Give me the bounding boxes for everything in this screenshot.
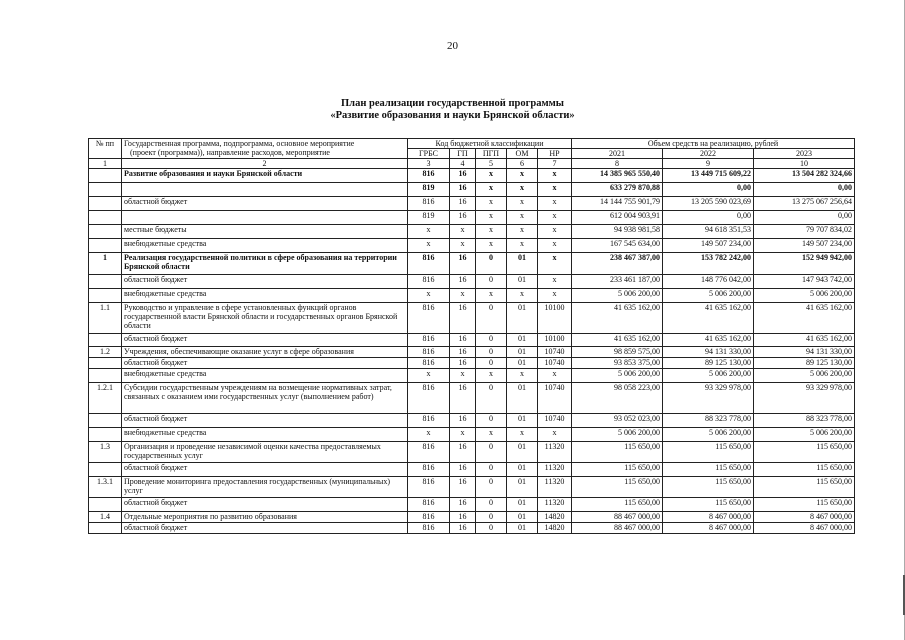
cell-amount-2021: 94 938 981,58 bbox=[572, 225, 663, 239]
cell-grbs: 816 bbox=[408, 275, 450, 289]
cell-np: 11320 bbox=[538, 442, 572, 463]
cell-pgp: 0 bbox=[476, 383, 507, 414]
table-row bbox=[89, 428, 855, 442]
row-name: внебюджетные средства bbox=[122, 428, 408, 442]
cell-grbs: 816 bbox=[408, 383, 450, 414]
row-name: областной бюджет bbox=[122, 523, 408, 534]
row-name: Субсидии государственным учреждениям на возмещение нормативных затрат, связанных с оказанием ими государственных услуг (выполнением работ) bbox=[122, 383, 408, 414]
cell-amount-2023: 152 949 942,00 bbox=[754, 253, 855, 275]
table-row bbox=[89, 347, 855, 358]
row-name: внебюджетные средства bbox=[122, 289, 408, 303]
cell-gp: х bbox=[450, 428, 476, 442]
cell-om: 01 bbox=[507, 303, 538, 334]
cell-amount-2022: 8 467 000,00 bbox=[663, 523, 754, 534]
cell-pgp: х bbox=[476, 169, 507, 183]
cell-amount-2022: 149 507 234,00 bbox=[663, 239, 754, 253]
cell-pgp: 0 bbox=[476, 477, 507, 498]
cell-np: х bbox=[538, 239, 572, 253]
header-year-2021: 2021 bbox=[572, 149, 663, 159]
cell-amount-2021: 98 058 223,00 bbox=[572, 383, 663, 414]
cell-gp: 16 bbox=[450, 498, 476, 512]
row-name: Руководство и управление в сфере установленных функций органов государственной власти Брянской области и государственных органов Брянской области bbox=[122, 303, 408, 334]
cell-amount-2023: 0,00 bbox=[754, 211, 855, 225]
cell-np: 10740 bbox=[538, 414, 572, 428]
cell-om: 01 bbox=[507, 442, 538, 463]
col-number: 2 bbox=[122, 159, 408, 169]
cell-gp: 16 bbox=[450, 442, 476, 463]
cell-amount-2021: 115 650,00 bbox=[572, 498, 663, 512]
cell-om: 01 bbox=[507, 334, 538, 347]
row-name: областной бюджет bbox=[122, 498, 408, 512]
header-year-2023: 2023 bbox=[754, 149, 855, 159]
col-number: 6 bbox=[507, 159, 538, 169]
cell-amount-2023: 41 635 162,00 bbox=[754, 334, 855, 347]
row-name: внебюджетные средства bbox=[122, 239, 408, 253]
cell-np: 14820 bbox=[538, 523, 572, 534]
row-number bbox=[89, 169, 122, 183]
column-number-row bbox=[89, 159, 855, 169]
row-number bbox=[89, 414, 122, 428]
cell-pgp: 0 bbox=[476, 334, 507, 347]
table-row bbox=[89, 197, 855, 211]
cell-gp: 16 bbox=[450, 358, 476, 369]
col-number: 8 bbox=[572, 159, 663, 169]
cell-om: х bbox=[507, 428, 538, 442]
cell-np: х bbox=[538, 197, 572, 211]
cell-om: х bbox=[507, 369, 538, 383]
document-title bbox=[0, 98, 905, 122]
cell-amount-2021: 41 635 162,00 bbox=[572, 303, 663, 334]
cell-om: х bbox=[507, 239, 538, 253]
cell-gp: 16 bbox=[450, 197, 476, 211]
row-number: 1.1 bbox=[89, 303, 122, 334]
cell-amount-2023: 13 275 067 256,64 bbox=[754, 197, 855, 211]
row-number: 1.3 bbox=[89, 442, 122, 463]
cell-pgp: х bbox=[476, 369, 507, 383]
cell-np: х bbox=[538, 428, 572, 442]
cell-np: 10100 bbox=[538, 303, 572, 334]
cell-amount-2022: 0,00 bbox=[663, 183, 754, 197]
cell-np: 10740 bbox=[538, 358, 572, 369]
row-name bbox=[122, 211, 408, 225]
row-name: областной бюджет bbox=[122, 275, 408, 289]
cell-amount-2021: 88 467 000,00 bbox=[572, 512, 663, 523]
table-row bbox=[89, 289, 855, 303]
header-year-2022: 2022 bbox=[663, 149, 754, 159]
row-number bbox=[89, 183, 122, 197]
cell-gp: 16 bbox=[450, 463, 476, 477]
table-row bbox=[89, 383, 855, 414]
header-name bbox=[122, 139, 408, 159]
cell-amount-2022: 5 006 200,00 bbox=[663, 369, 754, 383]
cell-grbs: 816 bbox=[408, 303, 450, 334]
cell-om: 01 bbox=[507, 275, 538, 289]
header-grbs: ГРБС bbox=[408, 149, 450, 159]
header-num: № пп bbox=[89, 139, 122, 159]
cell-amount-2022: 0,00 bbox=[663, 211, 754, 225]
cell-amount-2023: 41 635 162,00 bbox=[754, 303, 855, 334]
cell-gp: 16 bbox=[450, 414, 476, 428]
cell-np: 14820 bbox=[538, 512, 572, 523]
cell-pgp: х bbox=[476, 239, 507, 253]
col-number: 10 bbox=[754, 159, 855, 169]
table-row bbox=[89, 477, 855, 498]
title-line-1: План реализации государственной программы bbox=[341, 98, 564, 109]
col-number: 4 bbox=[450, 159, 476, 169]
page-number: 20 bbox=[447, 40, 458, 52]
row-name: областной бюджет bbox=[122, 463, 408, 477]
cell-om: 01 bbox=[507, 358, 538, 369]
col-number: 3 bbox=[408, 159, 450, 169]
cell-amount-2021: 93 853 375,00 bbox=[572, 358, 663, 369]
cell-pgp: 0 bbox=[476, 275, 507, 289]
row-name: областной бюджет bbox=[122, 414, 408, 428]
cell-om: 01 bbox=[507, 383, 538, 414]
cell-amount-2021: 88 467 000,00 bbox=[572, 523, 663, 534]
cell-amount-2022: 115 650,00 bbox=[663, 498, 754, 512]
row-number: 1 bbox=[89, 253, 122, 275]
row-number: 1.4 bbox=[89, 512, 122, 523]
cell-amount-2022: 115 650,00 bbox=[663, 463, 754, 477]
table-row bbox=[89, 253, 855, 275]
cell-amount-2022: 153 782 242,00 bbox=[663, 253, 754, 275]
cell-np: х bbox=[538, 183, 572, 197]
row-name: внебюджетные средства bbox=[122, 369, 408, 383]
row-number bbox=[89, 428, 122, 442]
table-row bbox=[89, 303, 855, 334]
table-row bbox=[89, 183, 855, 197]
row-name: Развитие образования и науки Брянской области bbox=[122, 169, 408, 183]
cell-gp: 16 bbox=[450, 347, 476, 358]
table-row bbox=[89, 211, 855, 225]
cell-amount-2023: 89 125 130,00 bbox=[754, 358, 855, 369]
header-name-line2: (проект (программа)), направление расходов, мероприятие bbox=[130, 148, 330, 157]
row-name: местные бюджеты bbox=[122, 225, 408, 239]
cell-pgp: х bbox=[476, 289, 507, 303]
cell-amount-2021: 233 461 187,00 bbox=[572, 275, 663, 289]
cell-amount-2023: 8 467 000,00 bbox=[754, 523, 855, 534]
cell-om: 01 bbox=[507, 498, 538, 512]
cell-gp: 16 bbox=[450, 275, 476, 289]
cell-grbs: х bbox=[408, 239, 450, 253]
cell-amount-2022: 41 635 162,00 bbox=[663, 303, 754, 334]
cell-amount-2022: 94 618 351,53 bbox=[663, 225, 754, 239]
table-row bbox=[89, 225, 855, 239]
cell-om: х bbox=[507, 211, 538, 225]
cell-gp: х bbox=[450, 289, 476, 303]
table-body bbox=[89, 169, 855, 534]
cell-om: 01 bbox=[507, 414, 538, 428]
table-row bbox=[89, 512, 855, 523]
cell-np: 10740 bbox=[538, 347, 572, 358]
cell-amount-2021: 238 467 387,00 bbox=[572, 253, 663, 275]
cell-grbs: 816 bbox=[408, 498, 450, 512]
cell-amount-2022: 93 329 978,00 bbox=[663, 383, 754, 414]
cell-amount-2021: 115 650,00 bbox=[572, 442, 663, 463]
cell-pgp: х bbox=[476, 211, 507, 225]
cell-om: 01 bbox=[507, 347, 538, 358]
cell-gp: 16 bbox=[450, 183, 476, 197]
cell-grbs: 819 bbox=[408, 211, 450, 225]
row-number: 1.3.1 bbox=[89, 477, 122, 498]
cell-pgp: 0 bbox=[476, 253, 507, 275]
row-name: Реализация государственной политики в сфере образования на территории Брянской области bbox=[122, 253, 408, 275]
cell-pgp: 0 bbox=[476, 442, 507, 463]
cell-amount-2023: 0,00 bbox=[754, 183, 855, 197]
row-name: Организация и проведение независимой оценки качества предоставляемых государственных услуг bbox=[122, 442, 408, 463]
header-budget-code: Код бюджетной классификации bbox=[408, 139, 572, 149]
cell-amount-2022: 148 776 042,00 bbox=[663, 275, 754, 289]
cell-gp: х bbox=[450, 239, 476, 253]
cell-amount-2023: 5 006 200,00 bbox=[754, 428, 855, 442]
row-number: 1.2 bbox=[89, 347, 122, 358]
cell-pgp: 0 bbox=[476, 523, 507, 534]
cell-grbs: х bbox=[408, 289, 450, 303]
col-number: 7 bbox=[538, 159, 572, 169]
cell-np: х bbox=[538, 369, 572, 383]
cell-grbs: х bbox=[408, 225, 450, 239]
cell-pgp: 0 bbox=[476, 347, 507, 358]
cell-grbs: 816 bbox=[408, 442, 450, 463]
cell-amount-2021: 167 545 634,00 bbox=[572, 239, 663, 253]
header-name-line1: Государственная программа, подпрограмма, основное мероприятие bbox=[124, 139, 355, 148]
cell-amount-2022: 13 449 715 609,22 bbox=[663, 169, 754, 183]
table-row bbox=[89, 358, 855, 369]
cell-grbs: 816 bbox=[408, 334, 450, 347]
col-number: 9 bbox=[663, 159, 754, 169]
cell-amount-2021: 115 650,00 bbox=[572, 463, 663, 477]
cell-amount-2022: 88 323 778,00 bbox=[663, 414, 754, 428]
cell-amount-2021: 5 006 200,00 bbox=[572, 428, 663, 442]
cell-amount-2022: 115 650,00 bbox=[663, 477, 754, 498]
cell-gp: х bbox=[450, 225, 476, 239]
cell-amount-2022: 115 650,00 bbox=[663, 442, 754, 463]
cell-gp: 16 bbox=[450, 303, 476, 334]
cell-amount-2022: 13 205 590 023,69 bbox=[663, 197, 754, 211]
col-number: 5 bbox=[476, 159, 507, 169]
header-gp: ГП bbox=[450, 149, 476, 159]
cell-amount-2021: 14 144 755 901,79 bbox=[572, 197, 663, 211]
cell-amount-2023: 115 650,00 bbox=[754, 498, 855, 512]
table-row bbox=[89, 275, 855, 289]
table-row bbox=[89, 169, 855, 183]
cell-amount-2023: 5 006 200,00 bbox=[754, 369, 855, 383]
cell-om: 01 bbox=[507, 512, 538, 523]
cell-amount-2021: 41 635 162,00 bbox=[572, 334, 663, 347]
row-name bbox=[122, 183, 408, 197]
cell-pgp: 0 bbox=[476, 414, 507, 428]
row-name: Отдельные мероприятия по развитию образования bbox=[122, 512, 408, 523]
row-number bbox=[89, 463, 122, 477]
cell-np: 10100 bbox=[538, 334, 572, 347]
row-name: Учреждения, обеспечивающие оказание услуг в сфере образования bbox=[122, 347, 408, 358]
cell-pgp: х bbox=[476, 225, 507, 239]
cell-om: х bbox=[507, 169, 538, 183]
cell-amount-2023: 79 707 834,02 bbox=[754, 225, 855, 239]
cell-np: х bbox=[538, 289, 572, 303]
row-number bbox=[89, 275, 122, 289]
cell-amount-2023: 13 504 282 324,66 bbox=[754, 169, 855, 183]
row-number bbox=[89, 334, 122, 347]
cell-np: 11320 bbox=[538, 463, 572, 477]
header-om: ОМ bbox=[507, 149, 538, 159]
cell-pgp: х bbox=[476, 197, 507, 211]
cell-amount-2022: 89 125 130,00 bbox=[663, 358, 754, 369]
row-name: Проведение мониторинга предоставления государственных (муниципальных) услуг bbox=[122, 477, 408, 498]
cell-pgp: х bbox=[476, 183, 507, 197]
row-number bbox=[89, 211, 122, 225]
cell-amount-2023: 93 329 978,00 bbox=[754, 383, 855, 414]
cell-pgp: 0 bbox=[476, 358, 507, 369]
table-row bbox=[89, 442, 855, 463]
cell-gp: 16 bbox=[450, 253, 476, 275]
cell-amount-2021: 98 859 575,00 bbox=[572, 347, 663, 358]
cell-amount-2023: 94 131 330,00 bbox=[754, 347, 855, 358]
row-number bbox=[89, 197, 122, 211]
row-number bbox=[89, 498, 122, 512]
cell-pgp: х bbox=[476, 428, 507, 442]
cell-amount-2021: 14 385 965 550,40 bbox=[572, 169, 663, 183]
program-plan-table bbox=[88, 138, 855, 534]
cell-grbs: 816 bbox=[408, 358, 450, 369]
cell-grbs: 816 bbox=[408, 463, 450, 477]
table-row bbox=[89, 523, 855, 534]
cell-np: х bbox=[538, 275, 572, 289]
cell-gp: 16 bbox=[450, 383, 476, 414]
cell-gp: 16 bbox=[450, 169, 476, 183]
row-number bbox=[89, 239, 122, 253]
table-row bbox=[89, 369, 855, 383]
cell-grbs: 816 bbox=[408, 169, 450, 183]
cell-om: 01 bbox=[507, 253, 538, 275]
col-number: 1 bbox=[89, 159, 122, 169]
cell-amount-2023: 8 467 000,00 bbox=[754, 512, 855, 523]
cell-pgp: 0 bbox=[476, 463, 507, 477]
cell-grbs: 816 bbox=[408, 523, 450, 534]
cell-pgp: 0 bbox=[476, 512, 507, 523]
cell-grbs: 816 bbox=[408, 477, 450, 498]
cell-grbs: 816 bbox=[408, 512, 450, 523]
cell-amount-2023: 115 650,00 bbox=[754, 477, 855, 498]
row-number bbox=[89, 369, 122, 383]
row-number: 1.2.1 bbox=[89, 383, 122, 414]
cell-np: х bbox=[538, 253, 572, 275]
cell-amount-2023: 147 943 742,00 bbox=[754, 275, 855, 289]
row-number bbox=[89, 289, 122, 303]
table-row bbox=[89, 414, 855, 428]
cell-gp: х bbox=[450, 369, 476, 383]
title-line-2: «Развитие образования и науки Брянской области» bbox=[330, 110, 575, 121]
cell-np: 10740 bbox=[538, 383, 572, 414]
table-row bbox=[89, 239, 855, 253]
cell-gp: 16 bbox=[450, 477, 476, 498]
cell-amount-2023: 149 507 234,00 bbox=[754, 239, 855, 253]
cell-amount-2023: 88 323 778,00 bbox=[754, 414, 855, 428]
header-funds: Объем средств на реализацию, рублей bbox=[572, 139, 855, 149]
cell-amount-2021: 115 650,00 bbox=[572, 477, 663, 498]
cell-np: х bbox=[538, 211, 572, 225]
cell-amount-2021: 612 004 903,91 bbox=[572, 211, 663, 225]
cell-grbs: 816 bbox=[408, 197, 450, 211]
table-row bbox=[89, 463, 855, 477]
cell-amount-2022: 8 467 000,00 bbox=[663, 512, 754, 523]
cell-amount-2023: 115 650,00 bbox=[754, 442, 855, 463]
row-name: областной бюджет bbox=[122, 197, 408, 211]
row-number bbox=[89, 523, 122, 534]
cell-np: 11320 bbox=[538, 477, 572, 498]
cell-np: х bbox=[538, 169, 572, 183]
row-number bbox=[89, 225, 122, 239]
cell-amount-2022: 5 006 200,00 bbox=[663, 428, 754, 442]
cell-om: 01 bbox=[507, 463, 538, 477]
cell-om: х bbox=[507, 183, 538, 197]
cell-grbs: 816 bbox=[408, 253, 450, 275]
row-name: областной бюджет bbox=[122, 358, 408, 369]
table-row bbox=[89, 498, 855, 512]
cell-pgp: 0 bbox=[476, 498, 507, 512]
cell-om: х bbox=[507, 289, 538, 303]
cell-np: 11320 bbox=[538, 498, 572, 512]
cell-om: 01 bbox=[507, 477, 538, 498]
cell-amount-2021: 633 279 870,88 bbox=[572, 183, 663, 197]
cell-amount-2023: 5 006 200,00 bbox=[754, 289, 855, 303]
cell-grbs: х bbox=[408, 428, 450, 442]
cell-amount-2023: 115 650,00 bbox=[754, 463, 855, 477]
cell-gp: 16 bbox=[450, 512, 476, 523]
cell-amount-2022: 41 635 162,00 bbox=[663, 334, 754, 347]
cell-gp: 16 bbox=[450, 334, 476, 347]
row-number bbox=[89, 358, 122, 369]
cell-pgp: 0 bbox=[476, 303, 507, 334]
cell-om: х bbox=[507, 225, 538, 239]
header-pgp: ПГП bbox=[476, 149, 507, 159]
cell-gp: 16 bbox=[450, 211, 476, 225]
row-name: областной бюджет bbox=[122, 334, 408, 347]
cell-om: 01 bbox=[507, 523, 538, 534]
header-np: НР bbox=[538, 149, 572, 159]
cell-grbs: 816 bbox=[408, 414, 450, 428]
cell-amount-2021: 93 052 023,00 bbox=[572, 414, 663, 428]
cell-amount-2021: 5 006 200,00 bbox=[572, 369, 663, 383]
cell-amount-2022: 5 006 200,00 bbox=[663, 289, 754, 303]
cell-grbs: х bbox=[408, 369, 450, 383]
cell-grbs: 816 bbox=[408, 347, 450, 358]
cell-amount-2021: 5 006 200,00 bbox=[572, 289, 663, 303]
table-row bbox=[89, 334, 855, 347]
cell-om: х bbox=[507, 197, 538, 211]
cell-grbs: 819 bbox=[408, 183, 450, 197]
cell-amount-2022: 94 131 330,00 bbox=[663, 347, 754, 358]
cell-np: х bbox=[538, 225, 572, 239]
cell-gp: 16 bbox=[450, 523, 476, 534]
